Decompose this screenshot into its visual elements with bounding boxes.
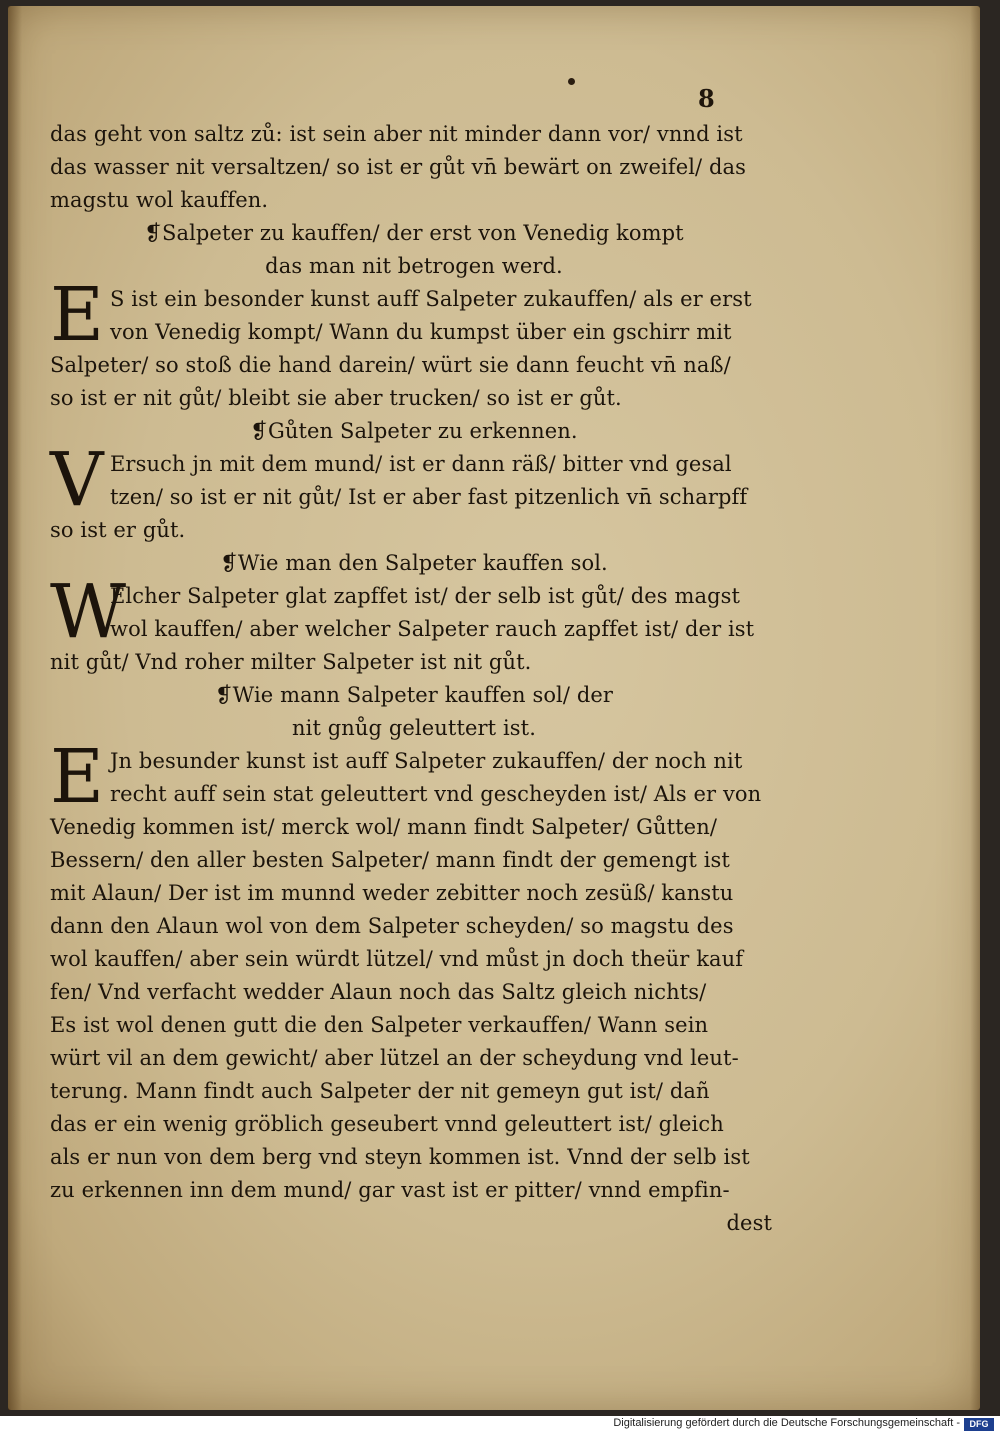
text-line: als er nun von dem berg vnd steyn kommen ist. Vnnd der selb ist (50, 1145, 750, 1169)
catchword: dest (726, 1211, 772, 1235)
text-line: das wasser nit versaltzen/ so ist er gůt vn̄ bewärt on zweifel/ das (50, 155, 747, 179)
drop-initial: W (50, 569, 127, 655)
drop-initial: V (50, 437, 104, 523)
text-line: Jn besunder kunst ist auff Salpeter zukauffen/ der noch nit (110, 749, 743, 773)
page-edge-shadow (970, 6, 980, 1410)
page-gutter-shadow (8, 6, 22, 1410)
funding-credit: Digitalisierung gefördert durch die Deutsche Forschungsgemeinschaft - (613, 1417, 960, 1429)
text-line: das er ein wenig gröblich geseubert vnnd geleuttert ist/ gleich (50, 1112, 724, 1136)
ink-dot-mark (568, 78, 575, 85)
text-block (50, 118, 778, 1240)
text-line: Venedig kommen ist/ merck wol/ mann findt Salpeter/ Gůtten/ (50, 815, 718, 839)
text-line: Es ist wol denen gutt die den Salpeter verkauffen/ Wann sein (50, 1013, 709, 1037)
text-line: so ist er gůt. (50, 518, 186, 542)
text-line: von Venedig kompt/ Wann du kumpst über ein gschirr mit (110, 320, 732, 344)
text-line: nit gůt/ Vnd roher milter Salpeter ist nit gůt. (50, 650, 532, 674)
text-line: Salpeter/ so stoß die hand darein/ würt sie dann feucht vn̄ naß/ (50, 353, 731, 377)
text-line: mit Alaun/ Der ist im munnd weder zebitter noch zesüß/ kanstu (50, 881, 734, 905)
text-line: Elcher Salpeter glat zapffet ist/ der selb ist gůt/ des magst (110, 584, 741, 608)
text-line: Ersuch jn mit dem mund/ ist er dann räß/ bitter vnd gesal (110, 452, 732, 476)
dfg-logo: DFG (964, 1418, 994, 1431)
drop-initial: E (50, 272, 105, 358)
text-line: zu erkennen inn dem mund/ gar vast ist er pitter/ vnnd empfin- (50, 1178, 730, 1202)
footer-bar (0, 1416, 1000, 1434)
text-line: Bessern/ den aller besten Salpeter/ mann findt der gemengt ist (50, 848, 730, 872)
paragraph (50, 272, 778, 415)
section-heading: ❡Wie mann Salpeter kauffen sol/ der (214, 683, 614, 707)
text-line: magstu wol kauffen. (50, 188, 269, 212)
book-page (8, 6, 980, 1410)
text-line: so ist er nit gůt/ bleibt sie aber trucken/ so ist er gůt. (50, 386, 622, 410)
text-line: fen/ Vnd verfacht wedder Alaun noch das Saltz gleich nichts/ (50, 980, 707, 1004)
folio-number: 8 (698, 84, 715, 113)
section-heading: das man nit betrogen werd. (265, 254, 563, 278)
section-heading: ❡Salpeter zu kauffen/ der erst von Venedig kompt (144, 221, 684, 245)
paragraph (50, 437, 778, 547)
text-line: tzen/ so ist er nit gůt/ Ist er aber fast pitzenlich vn̄ scharpff (110, 485, 748, 509)
text-line: das geht von saltz zů: ist sein aber nit minder dann vor/ vnnd ist (50, 122, 743, 146)
text-line: dann den Alaun wol von dem Salpeter scheyden/ so magstu des (50, 914, 734, 938)
section-heading: ❡Wie man den Salpeter kauffen sol. (220, 551, 608, 575)
drop-initial: E (50, 734, 105, 820)
section-heading: ❡Gůten Salpeter zu erkennen. (250, 419, 578, 443)
text-line: wol kauffen/ aber sein würdt lützel/ vnd můst jn doch theür kauf (50, 947, 744, 971)
paragraph (50, 734, 778, 1207)
text-line: S ist ein besonder kunst auff Salpeter zukauffen/ als er erst (110, 287, 752, 311)
text-line: würt vil an dem gewicht/ aber lützel an der scheydung vnd leut- (50, 1046, 739, 1070)
text-line: recht auff sein stat geleuttert vnd gescheyden ist/ Als er von (110, 782, 762, 806)
paragraph (50, 569, 778, 679)
section-heading: nit gnůg geleuttert ist. (292, 716, 536, 740)
text-line: terung. Mann findt auch Salpeter der nit gemeyn gut ist/ dañ (50, 1079, 710, 1103)
text-line: wol kauffen/ aber welcher Salpeter rauch zapffet ist/ der ist (110, 617, 755, 641)
